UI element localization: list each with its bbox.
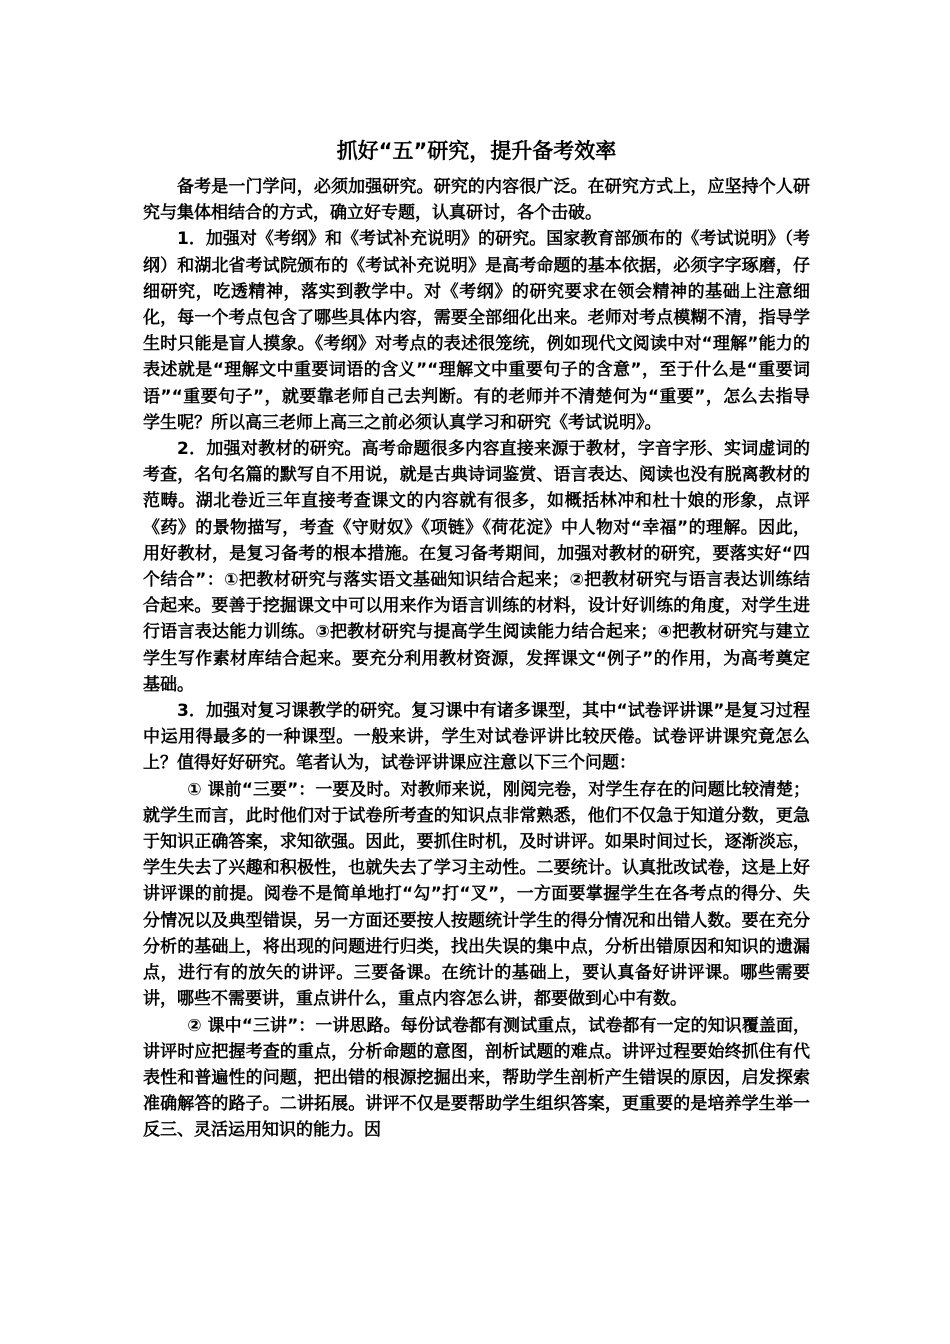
subsection-2-paragraph: ② 课中“三讲”：一讲思路。每份试卷都有测试重点，试卷都有一定的知识覆盖面，讲评时应把握考查的重点，分析命题的意图，剖析试题的难点。讲评过程要始终抓住有代表性和普遍性的问题，把出错的根源挖掘出来，帮助学生剖析产生错误的原因，启发探索准确解答的路子。二讲拓展。讲评不仅是要帮助学生组织答案，更重要的是培养学生举一反三、灵活运用知识的能力。因	[143, 1015, 810, 1141]
document-title: 抓好“五”研究，提升备考效率	[336, 139, 617, 163]
intro-paragraph: 备考是一门学问，必须加强研究。研究的内容很广泛。在研究方式上，应坚持个人研究与集体相结合的方式，确立好专题，认真研讨，各个击破。	[143, 177, 810, 224]
document-page	[143, 134, 810, 1144]
section-1-paragraph: 1．加强对《考纲》和《考试补充说明》的研究。国家教育部颁布的《考试说明》（考纲）和湖北省考试院颁布的《考试补充说明》是高考命题的基本依据，必须字字琢磨，仔细研究，吃透精神，落实到教学中。对《考纲》的研究要求在领会精神的基础上注意细化，每一个考点包含了哪些具体内容，需要全部细化出来。老师对考点模糊不清，指导学生时只能是盲人摸象。《考纲》对考点的表述很笼统，例如现代文阅读中对“理解”能力的表述就是“理解文中重要词语的含义”“理解文中重要句子的含意”，至于什么是“重要词语”“重要句子”，就要靠老师自己去判断。有的老师并不清楚何为“重要”，怎么去指导学生呢？所以高三老师上高三之前必须认真学习和研究《考试说明》。	[143, 229, 810, 433]
section-2-paragraph: 2．加强对教材的研究。高考命题很多内容直接来源于教材，字音字形、实词虚词的考查，名句名篇的默写自不用说，就是古典诗词鉴赏、语言表达、阅读也没有脱离教材的范畴。湖北卷近三年直接考查课文的内容就有很多，如概括林冲和杜十娘的形象，点评《药》的景物描写，考查《守财奴》《项链》《荷花淀》中人物对“幸福”的理解。因此，用好教材，是复习备考的根本措施。在复习备考期间，加强对教材的研究，要落实好“四个结合”：①把教材研究与落实语文基础知识结合起来；②把教材研究与语言表达训练结合起来。要善于挖掘课文中可以用来作为语言训练的材料，设计好训练的角度，对学生进行语言表达能力训练。③把教材研究与提高学生阅读能力结合起来；④把教材研究与建立学生写作素材库结合起来。要充分利用教材资源，发挥课文“例子”的作用，为高考奠定基础。	[143, 439, 810, 695]
section-3-paragraph: 3．加强对复习课教学的研究。复习课中有诸多课型，其中“试卷评讲课”是复习过程中运用得最多的一种课型。一般来讲，学生对试卷评讲比较厌倦。试卷评讲课究竟怎么上？值得好好研究。笔者认为，试卷评讲课应注意以下三个问题：	[143, 701, 810, 774]
subsection-1-paragraph: ① 课前“三要”：一要及时。对教师来说，刚阅完卷，对学生存在的问题比较清楚；就学生而言，此时他们对于试卷所考查的知识点非常熟悉，他们不仅急于知道分数，更急于知识正确答案，求知欲强。因此，要抓住时机，及时讲评。如果时间过长，逐渐淡忘，学生失去了兴趣和积极性，也就失去了学习主动性。二要统计。认真批改试卷，这是上好讲评课的前提。阅卷不是简单地打“勾”打“叉”，一方面要掌握学生在各考点的得分、失分情况以及典型错误，另一方面还要按人按题统计学生的得分情况和出错人数。要在充分分析的基础上，将出现的问题进行归类，找出失误的集中点，分析出错原因和知识的遗漏点，进行有的放矢的讲评。三要备课。在统计的基础上，要认真备好讲评课。哪些需要讲，哪些不需要讲，重点讲什么，重点内容怎么讲，都要做到心中有数。	[143, 779, 810, 1010]
